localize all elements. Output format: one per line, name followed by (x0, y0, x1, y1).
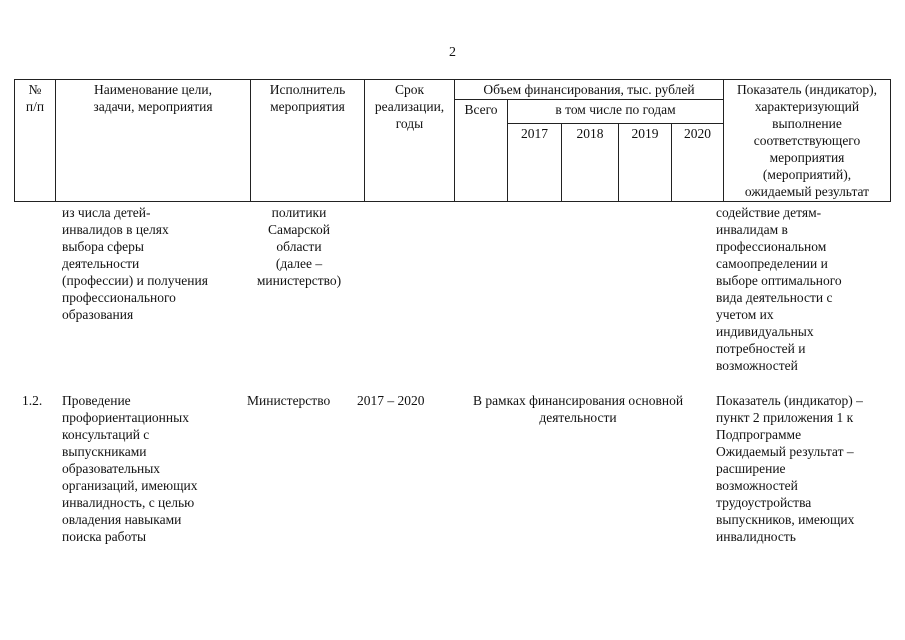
row-num: 1.2. (22, 393, 43, 408)
continued-indicator: содействие детям- инвалидам в профессиональном самоопределении и выборе оптимального вида деятельности с учетом их индивидуальных потребностей и возможностей (716, 205, 842, 373)
header-name: Наименование цели, задачи, мероприятия (56, 80, 251, 202)
header-indicator: Показатель (индикатор), характеризующий выполнение соответствующего мероприятия (мероприятий), ожидаемый результат (724, 80, 891, 202)
header-year: 2019 (619, 124, 672, 202)
header-funding: Объем финансирования, тыс. рублей (455, 80, 724, 100)
row-funding: В рамках финансирования основной деятельности (472, 393, 684, 425)
page-number: 2 (449, 45, 456, 60)
row-term: 2017 – 2020 (357, 393, 425, 408)
continued-executor: политики Самарской области (далее – министерство) (256, 205, 342, 288)
header-executor: Исполнитель мероприятия (251, 80, 365, 202)
header-year: 2020 (672, 124, 724, 202)
header-year: 2018 (562, 124, 619, 202)
table-header (14, 79, 891, 202)
row-indicator: Показатель (индикатор) – пункт 2 приложения 1 к Подпрограмме Ожидаемый результат – расширение возможностей трудоустройства выпускников, имеющих инвалидность (716, 393, 863, 544)
header-term: Срок реализации, годы (365, 80, 455, 202)
header-num: № п/п (15, 80, 56, 202)
header-by-years: в том числе по годам (508, 100, 724, 124)
continued-name: из числа детей- инвалидов в целях выбора сферы деятельности (профессии) и получения профессионального образования (62, 205, 208, 322)
row-executor: Министерство (247, 393, 331, 408)
row-name: Проведение профориентационных консультаций с выпускниками образовательных организаций, имеющих инвалидность, с целью овладения навыками поиска работы (62, 393, 198, 544)
header-total: Всего (455, 100, 508, 202)
header-year: 2017 (508, 124, 562, 202)
